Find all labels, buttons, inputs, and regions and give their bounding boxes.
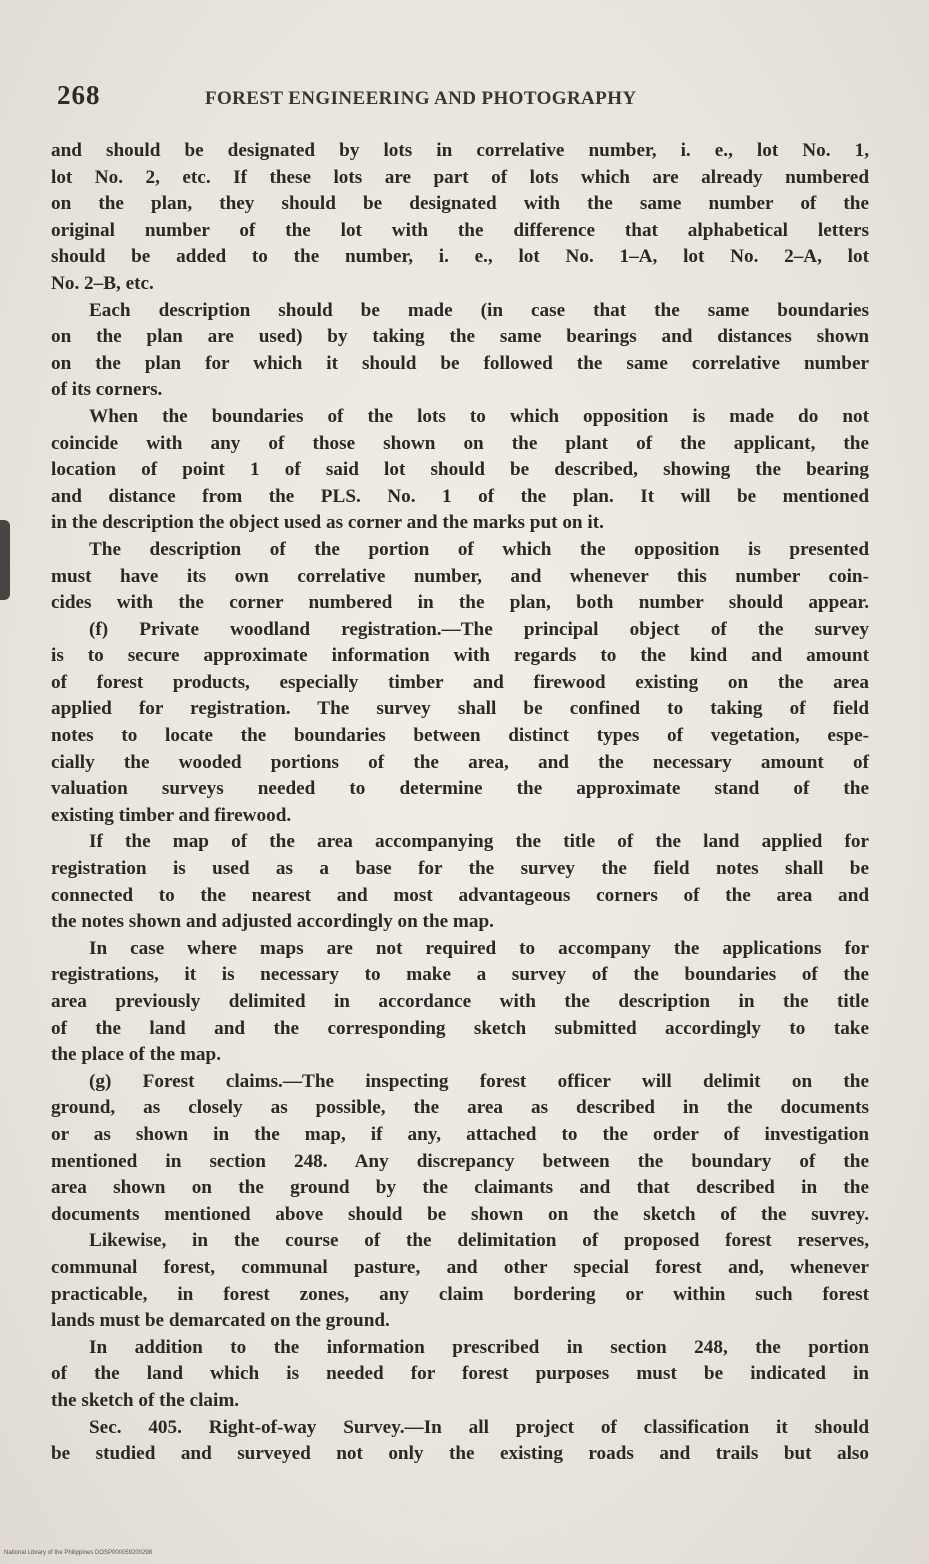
- text-line: the place of the map.: [51, 1044, 221, 1066]
- text-line: coincide with any of those shown on the plant of the applicant, the: [51, 432, 869, 454]
- text-line: registration is used as a base for the survey the field notes shall be: [51, 858, 869, 880]
- text-line: cides with the corner numbered in the plan, both number should appear.: [51, 592, 869, 614]
- text-line: registrations, it is necessary to make a survey of the boundaries of the: [51, 964, 869, 986]
- text-line: in the description the object used as corner and the marks put on it.: [51, 512, 604, 534]
- text-line: (g) Forest claims.—The inspecting forest officer will delimit on the: [89, 1070, 869, 1092]
- text-line: Each description should be made (in case that the same boundaries: [89, 299, 869, 321]
- text-line: and should be designated by lots in correlative number, i. e., lot No. 1,: [51, 140, 869, 161]
- text-line: When the boundaries of the lots to which opposition is made do not: [89, 405, 869, 427]
- scan-credit: National Library of the Philippines DOSP000059200298: [4, 1550, 153, 1556]
- text-line: No. 2–B, etc.: [51, 272, 154, 294]
- text-line: documents mentioned above should be shown on the sketch of the suvrey.: [51, 1203, 869, 1225]
- text-line: notes to locate the boundaries between distinct types of vegetation, espe-: [51, 725, 869, 747]
- page-number: 268: [57, 80, 101, 110]
- text-line: existing timber and firewood.: [51, 804, 292, 826]
- text-line: connected to the nearest and most advantageous corners of the area and: [51, 884, 869, 906]
- text-line: Likewise, in the course of the delimitation of proposed forest reserves,: [89, 1230, 869, 1252]
- text-line: should be added to the number, i. e., lot No. 1–A, lot No. 2–A, lot: [51, 246, 869, 268]
- text-line: of the land which is needed for forest purposes must be indicated in: [51, 1363, 869, 1385]
- text-line: and distance from the PLS. No. 1 of the plan. It will be mentioned: [51, 485, 869, 507]
- text-line: original number of the lot with the difference that alphabetical letters: [51, 219, 869, 241]
- text-line: The description of the portion of which the opposition is presented: [89, 538, 869, 560]
- text-line: area previously delimited in accordance with the description in the title: [51, 991, 869, 1012]
- text-line: practicable, in forest zones, any claim bordering or within such forest: [51, 1283, 869, 1305]
- running-title: FOREST ENGINEERING AND PHOTOGRAPHY: [205, 88, 637, 109]
- text-line: lot No. 2, etc. If these lots are part of lots which are already numbered: [51, 166, 869, 188]
- text-line: valuation surveys needed to determine the approximate stand of the: [51, 778, 869, 800]
- text-line: (f) Private woodland registration.—The principal object of the survey: [89, 618, 869, 640]
- text-line: In case where maps are not required to accompany the applications for: [89, 937, 869, 959]
- page-header: [57, 80, 877, 124]
- text-line: the sketch of the claim.: [51, 1389, 240, 1411]
- text-line: If the map of the area accompanying the title of the land applied for: [89, 831, 869, 853]
- text-line: on the plan for which it should be followed the same correlative number: [51, 352, 869, 374]
- text-line: area shown on the ground by the claimants and that described in the: [51, 1177, 869, 1199]
- text-line: on the plan, they should be designated with the same number of the: [51, 193, 869, 215]
- text-line: be studied and surveyed not only the existing roads and trails but also: [51, 1443, 869, 1465]
- text-line: the notes shown and adjusted accordingly on the map.: [51, 911, 494, 933]
- text-line: or as shown in the map, if any, attached to the order of investigation: [51, 1123, 869, 1145]
- text-line: ground, as closely as possible, the area as described in the documents: [51, 1097, 869, 1119]
- text-line: lands must be demarcated on the ground.: [51, 1310, 390, 1332]
- text-line: In addition to the information prescribed in section 248, the portion: [89, 1336, 869, 1358]
- text-line: location of point 1 of said lot should be described, showing the bearing: [51, 459, 869, 481]
- text-line: cially the wooded portions of the area, and the necessary amount of: [51, 751, 869, 773]
- text-line: is to secure approximate information with regards to the kind and amount: [51, 645, 869, 667]
- text-line: of forest products, especially timber and firewood existing on the area: [51, 671, 869, 693]
- binding-shadow: [0, 520, 10, 600]
- text-line: communal forest, communal pasture, and other special forest and, whenever: [51, 1256, 869, 1278]
- body-text: [51, 138, 869, 1468]
- text-line: of the land and the corresponding sketch submitted accordingly to take: [51, 1017, 869, 1039]
- text-line: applied for registration. The survey shall be confined to taking of field: [51, 698, 869, 720]
- text-line: on the plan are used) by taking the same bearings and distances shown: [51, 326, 869, 348]
- text-line: mentioned in section 248. Any discrepancy between the boundary of the: [51, 1150, 869, 1172]
- text-line: of its corners.: [51, 379, 163, 401]
- text-line: must have its own correlative number, and whenever this number coin-: [51, 565, 869, 587]
- text-line: Sec. 405. Right-of-way Survey.—In all project of classification it should: [89, 1416, 869, 1438]
